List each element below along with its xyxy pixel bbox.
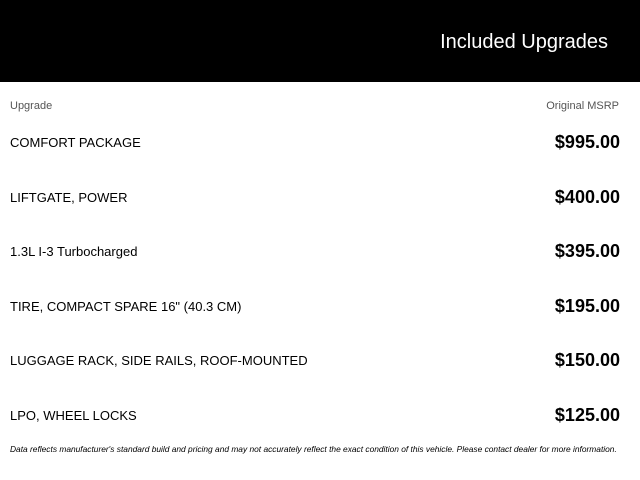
upgrade-name: COMFORT PACKAGE bbox=[10, 135, 141, 150]
upgrade-price: $400.00 bbox=[554, 186, 620, 207]
column-header-upgrade: Upgrade bbox=[10, 100, 53, 112]
list-item bbox=[0, 170, 640, 225]
upgrade-name: LUGGAGE RACK, SIDE RAILS, ROOF-MOUNTED bbox=[10, 353, 308, 368]
upgrade-price: $995.00 bbox=[554, 132, 620, 152]
page-title: Included Upgrades bbox=[440, 31, 608, 53]
column-header-msrp: Original MSRP bbox=[546, 100, 619, 112]
upgrade-price: $150.00 bbox=[554, 350, 620, 370]
upgrade-name: LPO, WHEEL LOCKS bbox=[10, 407, 137, 423]
list-item bbox=[0, 388, 640, 443]
upgrade-price: $125.00 bbox=[554, 404, 620, 425]
disclaimer-text: Data reflects manufacturer's standard build and pricing and may not accurately reflect the exact condition of this vehicle. Please contact dealer for more information. bbox=[10, 444, 617, 454]
upgrade-name: TIRE, COMPACT SPARE 16" (40.3 CM) bbox=[10, 298, 242, 314]
list-item bbox=[0, 279, 640, 334]
header-bar bbox=[0, 0, 640, 82]
list-item bbox=[0, 333, 640, 388]
upgrades-list bbox=[0, 115, 640, 442]
upgrade-price: $395.00 bbox=[554, 241, 620, 261]
upgrade-name: 1.3L I-3 Turbocharged bbox=[10, 244, 138, 259]
list-item bbox=[0, 224, 640, 279]
upgrade-name: LIFTGATE, POWER bbox=[10, 189, 128, 205]
upgrade-price: $195.00 bbox=[554, 295, 620, 316]
list-item bbox=[0, 115, 640, 170]
